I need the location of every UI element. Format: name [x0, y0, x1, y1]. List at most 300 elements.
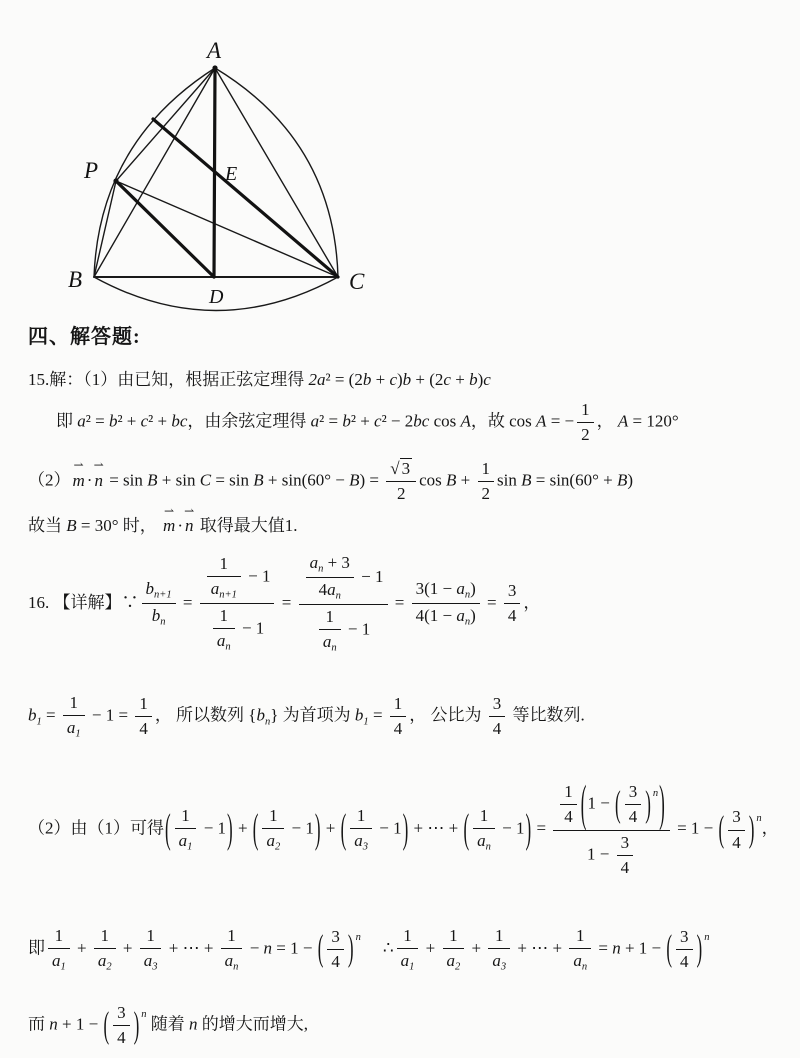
- denominator: [113, 1026, 130, 1049]
- math-text: } 为首项为: [270, 705, 355, 725]
- math-text: − 1: [343, 620, 371, 639]
- math-text: cos: [419, 470, 447, 490]
- subscript: 1: [363, 716, 369, 728]
- math-text: 4: [318, 579, 328, 599]
- numerator: [63, 692, 85, 716]
- math-var: bc: [413, 411, 430, 431]
- big-paren: ): [347, 927, 354, 970]
- fraction: [213, 605, 235, 654]
- math-text: 3: [620, 832, 630, 852]
- fraction: [207, 553, 241, 602]
- subscript: 1: [409, 961, 415, 973]
- math-text: − 1: [199, 818, 227, 838]
- big-paren: (: [165, 805, 171, 852]
- math-text: 3: [507, 581, 517, 601]
- denominator: [48, 949, 70, 974]
- math-text: +: [456, 470, 475, 490]
- math-text: + ⋯ +: [164, 938, 218, 958]
- numerator: [473, 805, 495, 829]
- math-text: 1: [269, 806, 278, 826]
- numerator: [412, 578, 480, 604]
- numerator: [386, 458, 416, 482]
- vector-arrow-icon: ⇀: [73, 457, 84, 472]
- math-text: 1: [325, 607, 334, 627]
- math-text: 1: [227, 925, 236, 945]
- math-var: b: [402, 370, 412, 389]
- math-text: =: [482, 592, 501, 612]
- denominator: [443, 949, 465, 974]
- numerator: [397, 925, 419, 949]
- math-var: a: [354, 831, 363, 851]
- math-text: ² = (2: [325, 370, 363, 389]
- label-B: B: [68, 267, 83, 292]
- math-text: ² =: [319, 411, 343, 431]
- math-text: （2）: [28, 470, 71, 490]
- math-var: a: [327, 579, 336, 599]
- math-text: 3: [331, 926, 340, 946]
- math-var: n: [263, 938, 273, 958]
- math-text: 4: [492, 719, 502, 739]
- math-var: n: [612, 938, 621, 958]
- vector: [72, 457, 85, 492]
- numerator: [221, 925, 243, 949]
- math-text: +: [421, 938, 440, 958]
- math-text: （2）由（1）可得: [28, 818, 164, 838]
- fraction: [617, 832, 634, 879]
- math-text: =: [178, 592, 197, 612]
- big-paren: ): [748, 807, 755, 850]
- math-var: c: [443, 370, 451, 389]
- denominator: [319, 630, 341, 655]
- math-var: B: [521, 470, 532, 490]
- math-text: =: [532, 818, 551, 838]
- line-PB: [94, 181, 116, 277]
- math-text: 1 −: [587, 844, 614, 863]
- math-text: ): [470, 606, 476, 626]
- fraction: [478, 458, 495, 505]
- fraction: [553, 774, 670, 878]
- math-text: ² +: [117, 411, 141, 431]
- line-AB: [94, 68, 215, 277]
- denominator: [213, 629, 235, 654]
- math-var: b: [145, 578, 154, 598]
- math-var: b: [28, 705, 37, 725]
- math-text: 1 −: [587, 793, 615, 813]
- math-text: 4: [680, 951, 689, 971]
- math-var: b: [256, 705, 265, 725]
- math-text: = −: [546, 411, 575, 431]
- math-var: 2a: [308, 370, 326, 389]
- math-text: 1: [54, 925, 64, 945]
- math-var: n: [49, 1014, 58, 1034]
- numerator: [443, 925, 465, 949]
- fraction: [140, 925, 162, 974]
- problem16-b1: [28, 692, 782, 741]
- math-text: =: [277, 592, 296, 612]
- math-text: 4: [331, 951, 340, 971]
- denominator: [350, 829, 372, 854]
- denominator: [135, 717, 152, 740]
- math-var: B: [66, 516, 77, 536]
- fraction: [560, 781, 577, 828]
- denominator: [412, 604, 480, 629]
- math-text: ² +: [148, 411, 172, 431]
- numerator: [135, 693, 152, 717]
- math-var: A: [536, 411, 547, 431]
- denominator: [504, 604, 521, 627]
- fraction: [412, 578, 480, 630]
- math-text: ，: [523, 592, 541, 612]
- math-text: 3: [732, 807, 741, 827]
- point-P: [113, 178, 118, 183]
- figure-container: [28, 0, 782, 318]
- subscript: 1: [187, 842, 193, 854]
- denominator: [207, 577, 241, 602]
- denominator: [94, 949, 116, 974]
- problem15-conclusion: [28, 503, 782, 537]
- numerator: [504, 580, 521, 604]
- math-text: +: [321, 818, 340, 838]
- subscript: n: [160, 616, 166, 628]
- big-paren: ): [696, 927, 703, 970]
- subscript: 3: [152, 961, 158, 973]
- math-text: −: [245, 938, 264, 958]
- fraction: [327, 926, 344, 973]
- math-var: c: [140, 411, 149, 431]
- fraction: [350, 805, 372, 854]
- vector-arrow-icon: ⇀: [93, 457, 104, 472]
- fraction: [489, 693, 506, 740]
- math-var: bc: [171, 411, 188, 431]
- numerator: [728, 806, 745, 830]
- big-paren: ): [227, 805, 233, 852]
- math-var: b: [108, 411, 118, 431]
- denominator: [577, 423, 594, 446]
- vector-letter: m: [72, 470, 85, 490]
- math-var: a: [210, 578, 220, 598]
- denominator: [327, 950, 344, 973]
- math-text: 3: [680, 926, 689, 946]
- numerator: [113, 1002, 130, 1026]
- math-var: a: [178, 831, 188, 851]
- denominator: [617, 856, 634, 879]
- math-text: + ⋯ +: [513, 938, 567, 958]
- exponent: n: [355, 932, 361, 944]
- numerator: [262, 805, 284, 829]
- vector-letter: n: [184, 516, 194, 536]
- exponent: n: [141, 1008, 147, 1020]
- math-text: − 1: [243, 566, 271, 586]
- big-paren: (: [317, 927, 324, 970]
- math-text: =: [41, 705, 60, 725]
- denominator: [676, 950, 693, 973]
- numerator: [676, 926, 693, 950]
- label-A: A: [207, 38, 222, 63]
- denominator: [386, 482, 416, 505]
- numerator: [560, 781, 577, 805]
- math-var: B: [147, 470, 158, 490]
- math-text: sin: [497, 470, 522, 490]
- denominator: [728, 831, 745, 854]
- math-text: − 1: [375, 818, 402, 838]
- math-text: ² =: [85, 411, 109, 431]
- math-text: ， 所以数列 {: [154, 705, 257, 725]
- big-paren: (: [340, 805, 347, 852]
- problem16-step1: [28, 552, 782, 656]
- math-text: 1: [219, 606, 229, 626]
- math-text: 2: [396, 484, 406, 504]
- math-text: 1: [69, 692, 78, 712]
- math-var: A: [460, 411, 471, 431]
- label-C: C: [349, 269, 365, 294]
- denominator: [140, 949, 162, 974]
- math-var: B: [446, 470, 457, 490]
- math-text: 1: [146, 925, 155, 945]
- math-text: ，由余弦定理得: [187, 411, 311, 431]
- math-var: a: [573, 950, 582, 970]
- math-var: c: [374, 411, 382, 431]
- math-text: 1: [581, 400, 590, 420]
- math-var: a: [143, 950, 153, 970]
- math-var: A: [617, 411, 629, 431]
- math-text: = 120°: [628, 411, 679, 431]
- big-paren: ): [525, 805, 532, 852]
- denominator: [489, 717, 506, 740]
- numerator: [94, 925, 116, 949]
- radicand: 3: [401, 459, 411, 479]
- math-var: a: [400, 950, 410, 970]
- subscript: n+1: [154, 589, 172, 601]
- numerator: [553, 774, 670, 832]
- math-var: B: [253, 470, 264, 490]
- numerator: [207, 553, 241, 577]
- math-var: a: [97, 950, 107, 970]
- math-var: a: [266, 831, 275, 851]
- fraction: [319, 606, 341, 655]
- math-text: 4: [507, 606, 517, 626]
- label-D: D: [209, 286, 224, 308]
- denominator: [553, 831, 670, 879]
- math-text: +: [371, 370, 390, 389]
- subscript: 1: [60, 961, 66, 973]
- math-text: 2: [481, 484, 491, 504]
- math-var: b: [354, 705, 364, 725]
- denominator: [488, 949, 510, 974]
- fraction: [569, 925, 591, 974]
- math-text: − 1: [237, 618, 265, 638]
- section-heading: 四、解答题:: [28, 326, 141, 348]
- math-text: = sin: [211, 470, 254, 490]
- vector-letter: m: [163, 516, 176, 536]
- math-text: − 1: [497, 818, 525, 838]
- big-paren: ): [402, 805, 409, 852]
- vector: [93, 457, 104, 492]
- denominator: [200, 604, 275, 654]
- fraction: [676, 926, 693, 973]
- fraction: [299, 552, 388, 656]
- subscript: n+1: [219, 589, 237, 601]
- math-text: +: [118, 938, 137, 958]
- math-var: c: [389, 370, 397, 389]
- big-paren: ): [659, 774, 665, 832]
- fraction: [113, 1002, 130, 1049]
- denominator: [560, 805, 577, 828]
- math-text: ² − 2: [381, 411, 414, 431]
- math-text: =: [368, 705, 387, 725]
- subscript: n: [581, 961, 588, 973]
- math-text: ·: [86, 470, 93, 490]
- vector: [163, 503, 176, 537]
- subscript: 2: [106, 961, 112, 973]
- math-text: 15.解：（1）由已知，根据正弦定理得: [28, 370, 309, 389]
- subscript: 3: [500, 961, 507, 973]
- math-var: a: [456, 606, 465, 626]
- fraction: [728, 806, 745, 853]
- subscript: n: [233, 961, 239, 973]
- subscript: n: [318, 563, 324, 575]
- denominator: [175, 829, 197, 854]
- math-text: 1: [495, 925, 504, 945]
- math-var: a: [216, 631, 226, 651]
- big-paren: (: [103, 1003, 110, 1046]
- big-paren: (: [615, 782, 621, 825]
- radical-sign: √: [390, 459, 400, 479]
- numerator: [327, 926, 344, 950]
- math-var: a: [446, 950, 456, 970]
- fraction: [473, 805, 495, 854]
- math-var: b: [342, 411, 351, 431]
- math-text: 1: [356, 806, 366, 826]
- math-text: + 1 −: [620, 938, 666, 958]
- denominator: [221, 949, 243, 974]
- denominator: [625, 805, 642, 828]
- math-var: b: [469, 370, 478, 389]
- math-text: 1: [139, 693, 148, 713]
- subscript: n: [335, 590, 341, 602]
- denominator: [478, 482, 495, 505]
- math-text: − 1 =: [87, 705, 133, 725]
- big-paren: ): [314, 805, 321, 852]
- numerator: [350, 805, 372, 829]
- math-var: a: [310, 411, 320, 431]
- solution-lines: [28, 369, 782, 1049]
- exponent: n: [704, 932, 710, 944]
- fraction: [625, 781, 642, 828]
- math-text: ，故 cos: [470, 411, 537, 431]
- denominator: [262, 829, 284, 854]
- fraction: [488, 925, 510, 974]
- math-text: =: [594, 938, 613, 958]
- subscript: n: [331, 643, 337, 655]
- math-var: a: [492, 950, 501, 970]
- line-PD: [116, 181, 214, 277]
- fraction: [135, 693, 152, 740]
- fraction: [390, 693, 407, 740]
- numerator: [213, 605, 235, 629]
- math-text: + sin(60° −: [263, 470, 350, 490]
- subscript: n: [264, 716, 271, 728]
- numerator: [48, 925, 70, 949]
- math-text: ): [470, 578, 476, 598]
- math-text: = 1 −: [672, 818, 718, 838]
- math-text: ，: [596, 411, 618, 431]
- math-text: 3: [117, 1003, 126, 1023]
- numerator: [625, 781, 642, 805]
- numerator: [319, 606, 341, 630]
- numerator: [488, 925, 510, 949]
- math-text: 3: [492, 693, 502, 713]
- fraction: [175, 805, 197, 854]
- problem16-monotonic: [28, 1002, 782, 1049]
- math-text: = 30° 时，: [76, 516, 162, 536]
- math-text: 2: [581, 425, 590, 445]
- big-paren: (: [666, 927, 673, 970]
- numerator: [306, 552, 354, 578]
- subscript: n: [485, 842, 491, 854]
- problem15-step1: [28, 369, 782, 391]
- big-paren: (: [252, 805, 259, 852]
- denominator: [473, 829, 495, 854]
- math-var: a: [309, 552, 319, 572]
- line-XEC: [153, 119, 338, 277]
- math-text: 4: [732, 832, 741, 852]
- fraction: [504, 580, 521, 627]
- math-text: = 1 −: [272, 938, 317, 958]
- math-var: a: [456, 578, 465, 598]
- math-text: − 1: [287, 818, 314, 838]
- fraction: [306, 552, 354, 604]
- math-text: ) =: [359, 470, 384, 490]
- math-text: 随着: [146, 1014, 190, 1034]
- math-var: C: [199, 470, 212, 490]
- math-text: 3(1 −: [415, 578, 457, 598]
- numerator: [577, 399, 594, 423]
- math-var: b: [362, 370, 372, 389]
- fraction: [443, 925, 465, 974]
- math-var: b: [151, 606, 161, 626]
- math-text: +: [450, 370, 470, 389]
- math-text: 1: [100, 925, 109, 945]
- numerator: [175, 805, 197, 829]
- big-paren: ): [133, 1003, 140, 1046]
- math-text: 1: [479, 806, 489, 826]
- fraction: [397, 925, 419, 974]
- problem16-part2: [28, 774, 782, 878]
- math-text: = sin(60° +: [531, 470, 617, 490]
- numerator: [299, 552, 388, 606]
- math-var: B: [616, 470, 628, 490]
- math-text: +: [72, 938, 91, 958]
- line-PC: [116, 181, 338, 277]
- math-var: a: [322, 632, 332, 652]
- math-text: +: [467, 938, 486, 958]
- denominator: [299, 605, 388, 655]
- fraction: [386, 458, 416, 505]
- subscript: n: [464, 616, 471, 628]
- math-text: 1: [575, 925, 585, 945]
- subscript: 3: [362, 842, 369, 854]
- exponent: n: [756, 812, 762, 824]
- line-AP: [116, 68, 215, 181]
- math-text: 4: [620, 857, 630, 877]
- big-paren: ): [645, 782, 651, 825]
- numerator: [390, 693, 407, 717]
- math-text: 3: [628, 782, 638, 802]
- square-root: [390, 458, 412, 480]
- fraction: [63, 692, 85, 741]
- math-var: n: [189, 1014, 198, 1034]
- math-text: =: [390, 592, 409, 612]
